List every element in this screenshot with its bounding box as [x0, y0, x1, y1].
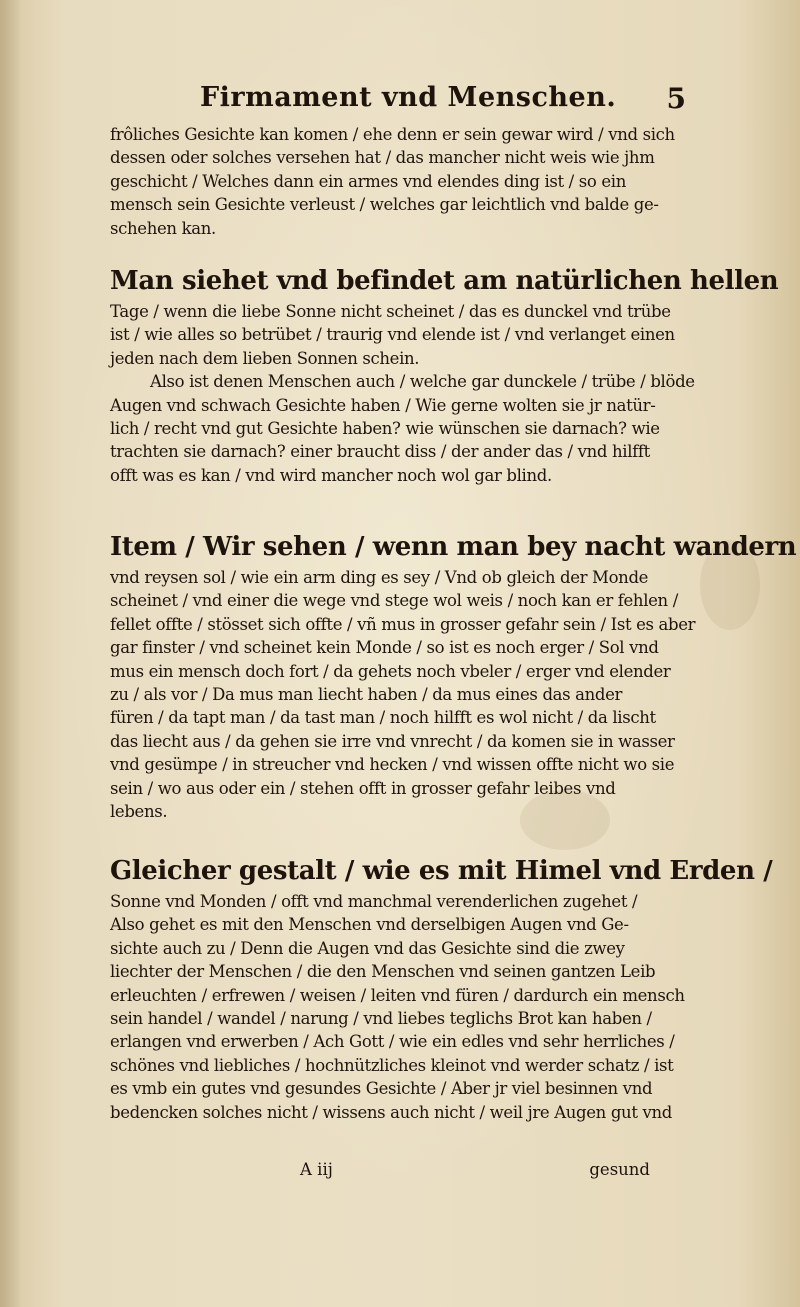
- page-header: [110, 82, 690, 122]
- section-heading: Man siehet vnd befindet am natürlichen hellen: [110, 266, 779, 296]
- catchword: gesund: [589, 1160, 650, 1179]
- text-line: ist / wie alles so betrübet / traurig vnd elende ist / vnd verlanget einen: [110, 325, 675, 345]
- text-line: es vmb ein gutes vnd gesundes Gesichte / Aber jr viel besinnen vnd: [110, 1079, 653, 1099]
- paragraph-daylight: [110, 262, 779, 487]
- text-line: mus ein mensch doch fort / da gehets noch vbeler / erger vnd elender: [110, 661, 671, 681]
- text-line: trachten sie darnach? einer braucht diss / der ander das / vnd hilfft: [110, 442, 650, 462]
- paragraph-eyes-as-lights: [110, 852, 773, 1124]
- text-line: erlangen vnd erwerben / Ach Gott / wie ein edles vnd sehr herrliches /: [110, 1032, 675, 1052]
- text-line: geschicht / Welches dann ein armes vnd elendes ding ist / so ein: [110, 171, 626, 191]
- text-line: dessen oder solches versehen hat / das mancher nicht weis wie jhm: [110, 148, 655, 168]
- text-line: lebens.: [110, 801, 168, 821]
- text-line: schönes vnd liebliches / hochnützliches kleinot vnd werder schatz / ist: [110, 1055, 674, 1075]
- section-heading: Gleicher gestalt / wie es mit Himel vnd Erden /: [110, 856, 773, 886]
- text-line: füren / da tapt man / da tast man / noch hilfft es wol nicht / da lischt: [110, 708, 656, 728]
- text-line: Also gehet es mit den Menschen vnd derselbigen Augen vnd Ge-: [110, 915, 629, 935]
- text-line: liechter der Menschen / die den Menschen vnd seinen gantzen Leib: [110, 962, 656, 982]
- text-line: jeden nach dem lieben Sonnen schein.: [110, 348, 420, 368]
- text-line: fellet offte / stösset sich offte / vñ mus in grosser gefahr sein / Ist es aber: [110, 614, 696, 634]
- paragraph-continuation: [110, 123, 675, 240]
- text-line: bedencken solches nicht / wissens auch nicht / weil jre Augen gut vnd: [110, 1102, 672, 1122]
- text-line: erleuchten / erfrewen / weisen / leiten vnd füren / dardurch ein mensch: [110, 985, 685, 1005]
- text-line: Sonne vnd Monden / offt vnd manchmal verenderlichen zugehet /: [110, 892, 638, 911]
- text-line: vnd gesümpe / in streucher vnd hecken / vnd wissen offte nicht wo sie: [110, 755, 675, 775]
- paragraph-night-travel: [110, 528, 797, 823]
- text-line: das liecht aus / da gehen sie irre vnd vnrecht / da komen sie in wasser: [110, 731, 675, 751]
- text-line: scheinet / vnd einer die wege vnd stege wol weis / noch kan er fehlen /: [110, 591, 678, 611]
- text-line: zu / als vor / Da mus man liecht haben / da mus eines das ander: [110, 684, 623, 704]
- signature-mark: A iij: [300, 1160, 333, 1179]
- text-line: mensch sein Gesichte verleust / welches gar leichtlich vnd balde ge-: [110, 195, 659, 215]
- text-line: sein handel / wandel / narung / vnd liebes teglichs Brot kan haben /: [110, 1008, 652, 1028]
- page-gutter-shadow: [0, 0, 22, 1307]
- text-line: gar finster / vnd scheinet kein Monde / so ist es noch erger / Sol vnd: [110, 638, 659, 658]
- text-line: lich / recht vnd gut Gesichte haben? wie wünschen sie darnach? wie: [110, 418, 660, 438]
- text-line: sichte auch zu / Denn die Augen vnd das Gesichte sind die zwey: [110, 938, 625, 958]
- text-line: vnd reysen sol / wie ein arm ding es sey / Vnd ob gleich der Monde: [110, 568, 649, 587]
- text-line: Augen vnd schwach Gesichte haben / Wie gerne wolten sie jr natür-: [110, 395, 656, 415]
- section-heading: Item / Wir sehen / wenn man bey nacht wandern: [110, 532, 797, 562]
- running-title: Firmament vnd Menschen.: [200, 82, 617, 113]
- text-line: sein / wo aus oder ein / stehen offt in grosser gefahr leibes vnd: [110, 778, 616, 798]
- text-line: frôliches Gesichte kan komen / ehe denn er sein gewar wird / vnd sich: [110, 125, 675, 144]
- text-line: Tage / wenn die liebe Sonne nicht scheinet / das es dunckel vnd trübe: [110, 302, 671, 321]
- page-footer: [110, 1160, 650, 1184]
- text-line: Also ist denen Menschen auch / welche gar dunckele / trübe / blöde: [150, 372, 695, 392]
- text-line: schehen kan.: [110, 218, 216, 238]
- page-number: 5: [666, 82, 686, 115]
- text-line: offt was es kan / vnd wird mancher noch wol gar blind.: [110, 465, 552, 485]
